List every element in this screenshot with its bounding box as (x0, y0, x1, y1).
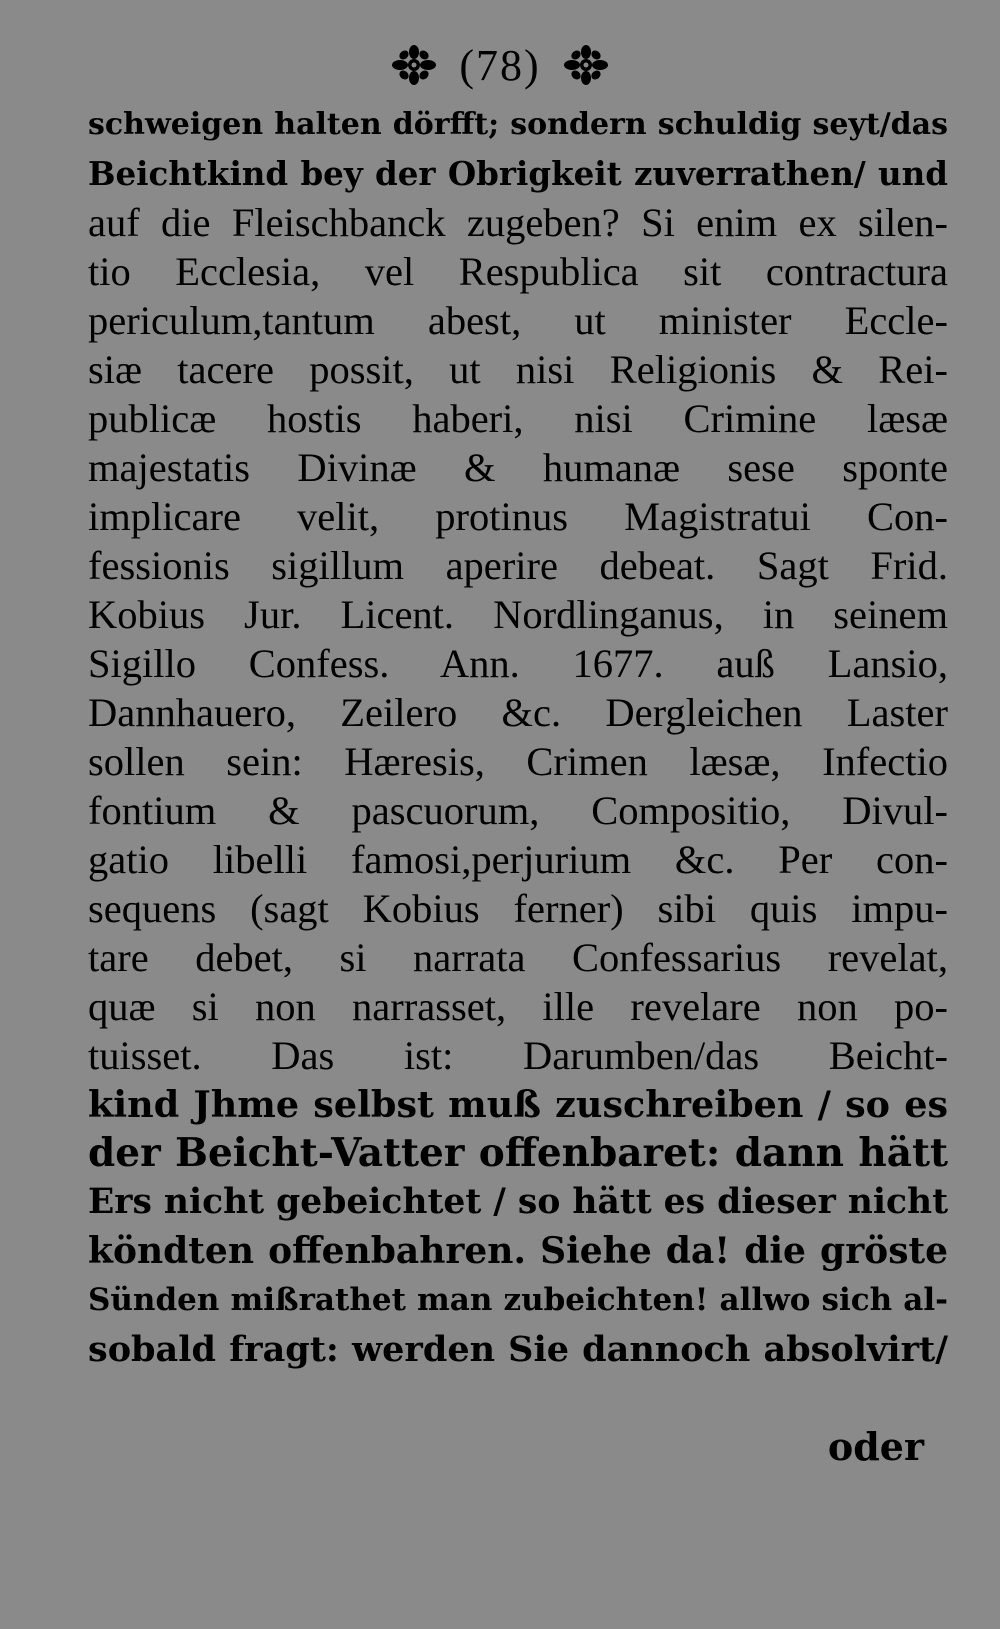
text-line: Sünden mißrathet man zubeichten! allwo sich al- (88, 1282, 948, 1318)
text-line: fessionis sigillum aperire debeat. Sagt Frid. (88, 543, 948, 588)
text-line: der Beicht-Vatter offenbaret: dann hätt (88, 1130, 948, 1176)
text-line: kind Jhme selbst muß zuschreiben / so es (88, 1083, 948, 1126)
text-line: schweigen halten dörfft; sondern schuldig seyt/das (88, 107, 948, 142)
text-line: Beichtkind bey der Obrigkeit zuverrathen/ und (88, 154, 948, 193)
text-line: tuisset. Das ist: Darumben/das Beicht- (88, 1033, 948, 1078)
catchword: oder (827, 1424, 924, 1469)
body-text (88, 100, 948, 1374)
flower-ornament-icon (559, 45, 613, 85)
text-line: gatio libelli famosi,perjurium &c. Per con- (88, 837, 948, 882)
text-line: Kobius Jur. Licent. Nordlinganus, in seinem (88, 592, 948, 637)
flower-ornament-icon (387, 45, 441, 85)
page-header (0, 30, 1000, 100)
text-line: Dannhauero, Zeilero &c. Dergleichen Laster (88, 690, 948, 735)
text-line: sequens (sagt Kobius ferner) sibi quis impu- (88, 886, 948, 931)
text-line: sobald fragt: werden Sie dannoch absolvirt/ (88, 1329, 948, 1370)
text-line: majestatis Divinæ & humanæ sese sponte (88, 445, 948, 490)
text-line: sollen sein: Hæresis, Crimen læsæ, Infectio (88, 739, 948, 784)
text-line: Sigillo Confess. Ann. 1677. auß Lansio, (88, 641, 948, 686)
text-line: periculum,tantum abest, ut minister Eccle- (88, 298, 948, 343)
page-number: (78) (459, 40, 541, 90)
text-line: auf die Fleischbanck zugeben? Si enim ex silen- (88, 200, 948, 245)
text-line: implicare velit, protinus Magistratui Con- (88, 494, 948, 539)
text-line: quæ si non narrasset, ille revelare non po- (88, 984, 948, 1029)
text-line: tio Ecclesia, vel Respublica sit contractura (88, 249, 948, 294)
text-line: siæ tacere possit, ut nisi Religionis & Rei- (88, 347, 948, 392)
text-line: köndten offenbahren. Siehe da! die gröste (88, 1230, 948, 1272)
text-line: fontium & pascuorum, Compositio, Divul- (88, 788, 948, 833)
text-line: tare debet, si narrata Confessarius revelat, (88, 935, 948, 980)
text-line: Ers nicht gebeichtet / so hätt es dieser nicht (88, 1182, 948, 1222)
text-line: publicæ hostis haberi, nisi Crimine læsæ (88, 396, 948, 441)
